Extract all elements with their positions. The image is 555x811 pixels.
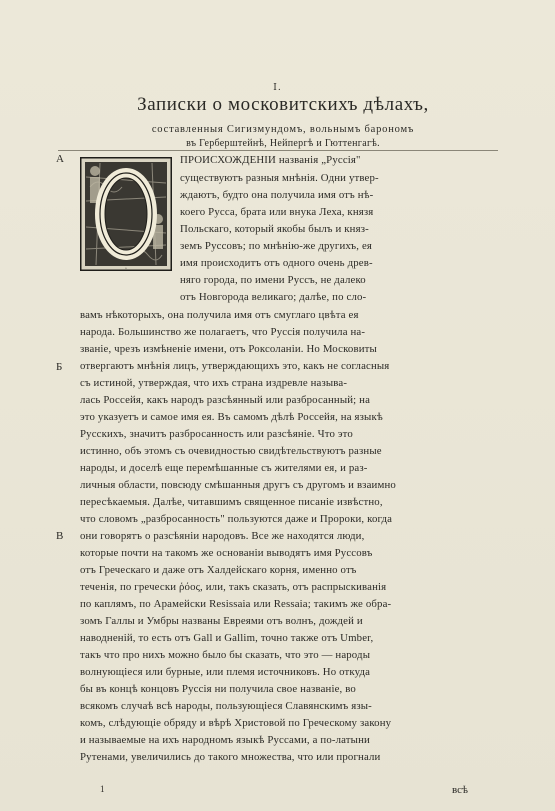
svg-text:О: О: [125, 268, 127, 270]
text-line: няго города, по имени Руссъ, не далеко: [180, 274, 366, 286]
chapter-subtitle-line2: въ Герберштейнѣ, Нейпергѣ и Гюттенгагѣ.: [186, 138, 380, 149]
text-line: они говорятъ о разсѣяніи народовъ. Все же находятся люди,: [80, 530, 365, 542]
text-line: комъ, слѣдующіе обряду и вѣрѣ Христовой по Греческому закону: [80, 717, 392, 729]
text-line: что словомъ „разбросанность" пользуются даже и Пророки, когда: [80, 513, 393, 525]
section-number: I.: [273, 83, 282, 93]
text-line: ПРОИСХОЖДЕНІИ названія „Руссія": [180, 154, 361, 166]
text-line: всякомъ случаѣ всѣ народы, пользующіеся Славянскимъ язы-: [80, 700, 372, 712]
text-line: такъ что про нихъ можно было бы сказать, что это — народы: [80, 649, 371, 661]
woodcut-initial-image: [80, 157, 172, 271]
catchword: всѣ: [452, 784, 468, 796]
text-line: лась Россейя, какъ народъ разсѣянный или разбросанный; на: [80, 394, 371, 406]
margin-note-c: В: [56, 530, 64, 542]
chapter-title: Записки о московитскихъ дѣлахъ,: [137, 94, 429, 115]
decorated-initial: [80, 157, 172, 271]
chapter-subtitle-line1: составленныя Сигизмундомъ, вольнымъ барономъ: [151, 124, 415, 135]
text-line: личныя области, повсюду смѣшанныя другъ съ другомъ и взаимно: [80, 479, 396, 491]
text-line: наводненій, то есть отъ Gall и Gallim, точно также отъ Umber,: [80, 632, 374, 644]
text-line: ждаютъ, будто она получила имя отъ нѣ-: [180, 189, 374, 201]
text-line: званіе, чрезъ измѣненіе имени, отъ Роксоланіи. Но Московиты: [80, 343, 377, 355]
text-line: и называемые на ихъ народномъ языкѣ Руссами, а по-латыни: [80, 734, 370, 746]
text-line: Русскихъ, значитъ разбросанность или разсѣяніе. Что это: [80, 428, 353, 440]
printer-signature: 1: [100, 784, 105, 794]
text-line: Польскаго, который якобы былъ и княз-: [180, 223, 369, 235]
margin-note-b: Б: [56, 361, 63, 373]
text-line: имя происходитъ отъ одного очень древ-: [180, 257, 373, 269]
text-line: по каплямъ, по Арамейски Resissaia или Ressaia; такимъ же обра-: [80, 598, 392, 610]
text-line: существуютъ разныя мнѣнія. Одни утвер-: [180, 172, 379, 184]
text-line: съ истиной, утверждая, что ихъ страна издревле называ-: [80, 377, 348, 389]
text-line: пересѣкаемыя. Далѣе, читавшимъ священное писаніе извѣстно,: [80, 496, 383, 508]
text-line: отвергаютъ мнѣнія лицъ, утверждающихъ это, какъ не согласныя: [80, 360, 390, 372]
text-line: народа. Большинство же полагаетъ, что Руссія получила на-: [80, 326, 366, 338]
text-line: которые почти на такомъ же основаніи выводятъ имя Руссовъ: [80, 547, 373, 559]
heading-rule: [58, 150, 498, 151]
text-line: коего Русса, брата или внука Леха, князя: [180, 206, 374, 218]
text-line: бы въ концѣ концовъ Руссія ни получила свое названіе, во: [80, 683, 356, 695]
text-line: отъ Новгорода великаго; далѣе, по сло-: [180, 291, 367, 303]
text-line: волнующіеся или бурные, или племя источниковъ. Но откуда: [80, 666, 371, 678]
text-line: отъ Греческаго и даже отъ Халдейскаго корня, именно отъ: [80, 564, 357, 576]
text-line: земъ Руссовъ; по мнѣнію-же другихъ, ея: [180, 240, 373, 252]
text-line: зомъ Галлы и Умбры названы Евреями отъ волнъ, дождей и: [80, 615, 363, 627]
text-line: это указуетъ и самое имя ея. Въ самомъ дѣлѣ Россейя, на языкѣ: [80, 411, 383, 423]
margin-note-a: А: [56, 153, 64, 165]
text-line: вамъ нѣкоторыхъ, она получила имя отъ смуглаго цвѣта ея: [80, 309, 359, 321]
text-line: Рутенами, увеличились до такого множества, что или прогнали: [80, 751, 381, 763]
text-line: теченія, по гречески ῥόος, или, такъ сказать, отъ распрыскиванія: [80, 581, 387, 593]
text-line: истинно, объ этомъ съ очевидностью свидѣтельствуютъ разные: [80, 445, 382, 457]
text-line: народы, и доселѣ еще перемѣшанные съ жителями ея, и раз-: [80, 462, 368, 474]
